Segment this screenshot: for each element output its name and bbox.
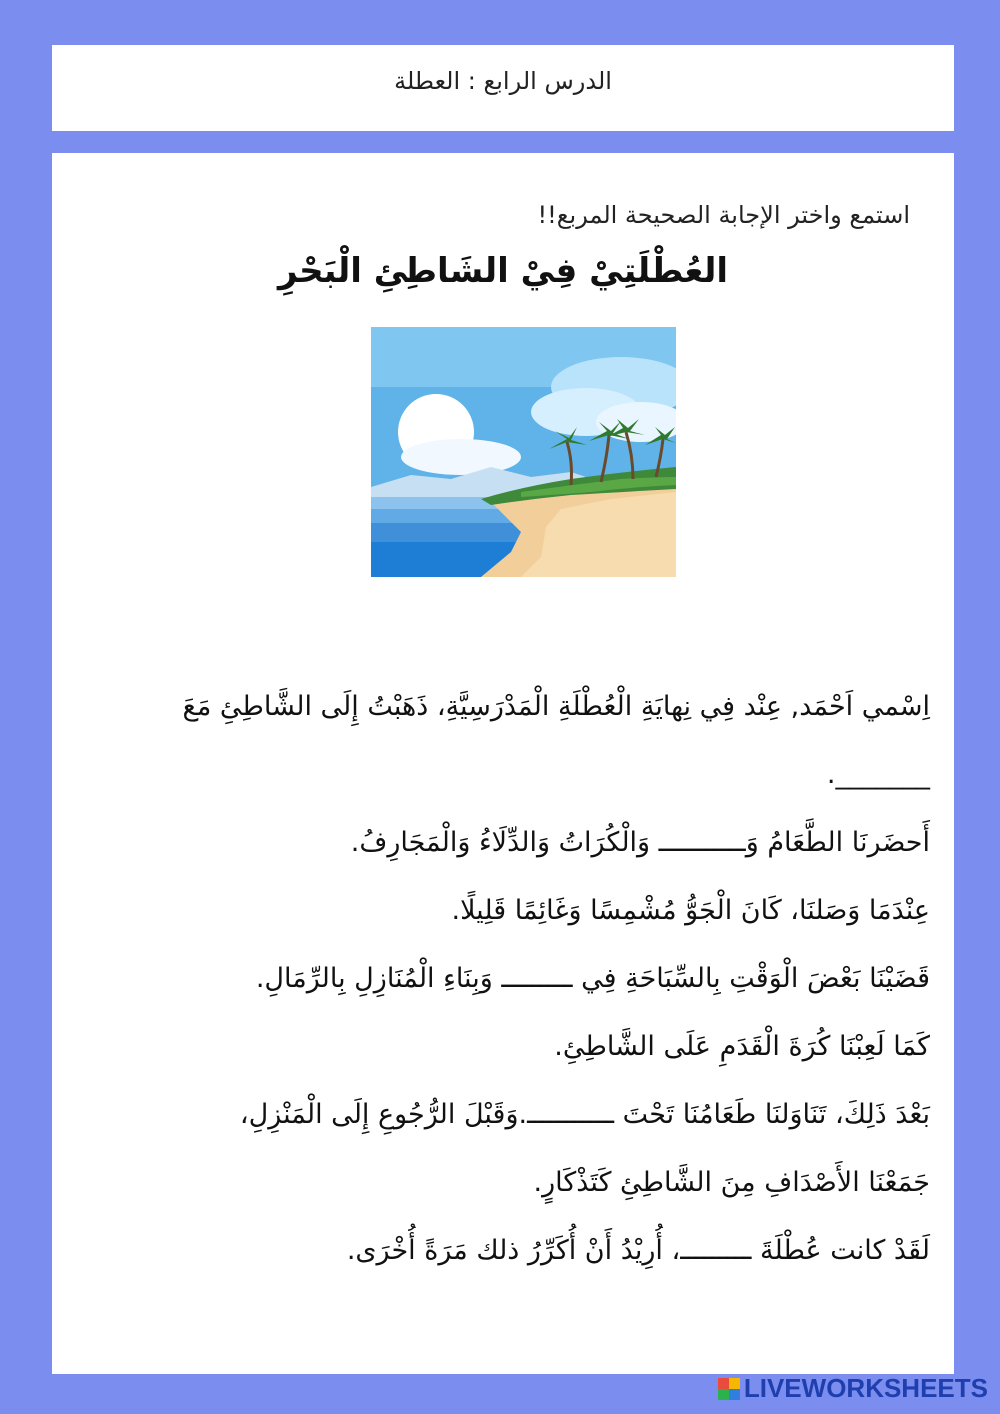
liveworksheets-brand-text: LIVEWORKSHEETS [743, 1373, 988, 1403]
story-text [74, 673, 930, 1285]
story-line-2: _______. [826, 759, 930, 790]
logo-square-green [718, 1389, 729, 1400]
lesson-header-card [52, 45, 954, 131]
logo-square-red [718, 1378, 729, 1389]
worksheet-card [52, 153, 954, 1374]
story-line-5: قَضَيْنَا بَعْضَ الْوَقْتِ بِالسِّبَاحَةِ فِي ـــــــــ وَبِنَاءِ الْمُنَازِلِ بِالرِّمَالِ. [255, 963, 930, 994]
story-line-1: اِسْمي اَحْمَد, عِنْد فِي نِهايَةِ الْعُطْلَةِ الْمَدْرَسِيَّةِ، ذَهَبْتُ إِلَى الشَّاطِئِ مَعَ [182, 691, 930, 722]
logo-square-blue [729, 1389, 740, 1400]
story-line-7: بَعْدَ ذَلِكَ، تَنَاوَلنَا طَعَامُنَا تَحْتَ ـــــــــــ.وَقَبْلَ الرُّجُوعِ إِلَى الْمَنْزِلِ، [239, 1099, 930, 1130]
story-line-3: أَحضَرنَا الطَّعَامُ وَـــــــــــ وَالْكُرَاتُ وَالدِّلَاءُ وَالْمَجَارِفُ. [350, 827, 930, 858]
logo-square-yellow [729, 1378, 740, 1389]
story-line-8: جَمَعْنَا الأَصْدَافِ مِنَ الشَّاطِئِ كَتَذْكَارٍ. [533, 1167, 930, 1198]
story-line-4: عِنْدَمَا وَصَلنَا، كَانَ الْجَوُّ مُشْمِسًا وَغَائِمًا قَلِيلًا. [451, 895, 930, 926]
instruction-text: استمع واختر الإجابة الصحيحة المربع!! [537, 201, 910, 229]
story-title: العُطْلَتِيْ فِيْ الشَاطِئِ الْبَحْرِ [278, 251, 728, 291]
story-line-6: كَمَا لَعِبْنَا كُرَةَ الْقَدَمِ عَلَى الشَّاطِئِ. [554, 1031, 930, 1062]
lesson-title: الدرس الرابع : العطلة [394, 67, 612, 95]
liveworksheets-watermark[interactable] [718, 1373, 988, 1404]
beach-illustration [371, 327, 676, 577]
story-line-9: لَقَدْ كانت عُطْلَةَ ـــــــــ، أُرِيْدُ أَنْ أُكَرِّرُ ذلك مَرَةً أُخْرَى. [346, 1235, 930, 1266]
liveworksheets-logo-icon [718, 1378, 740, 1400]
